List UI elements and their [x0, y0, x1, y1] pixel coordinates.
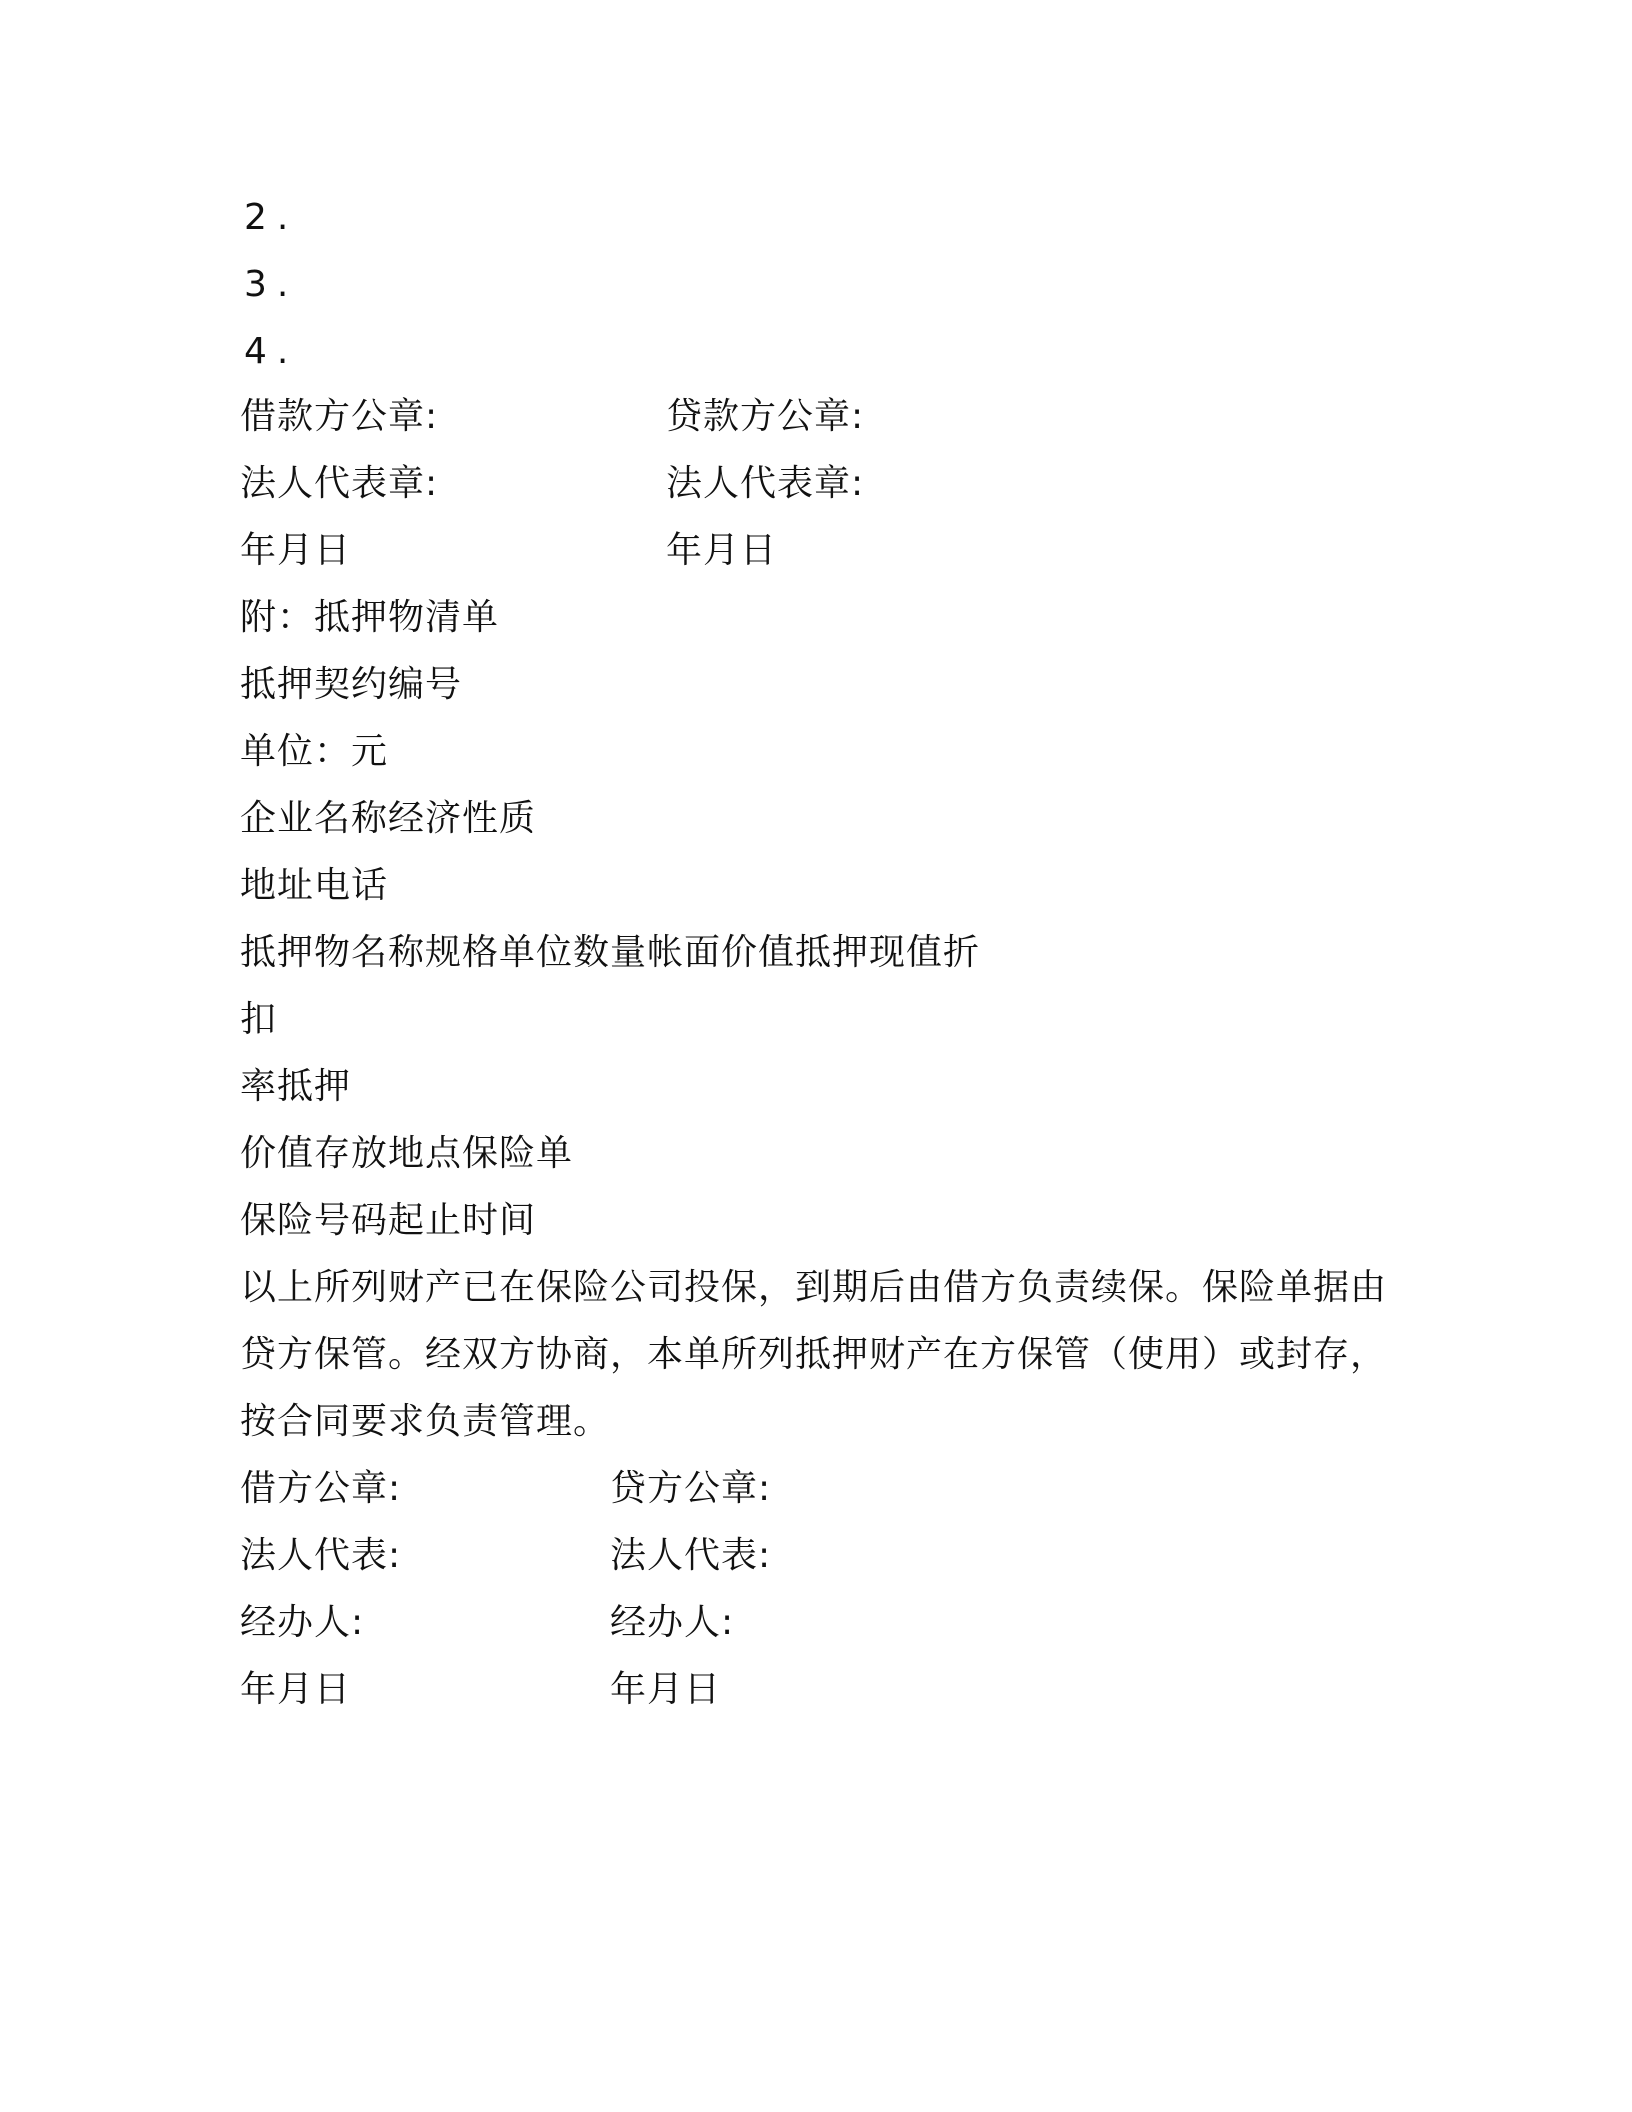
company-nature-line: 企业名称经济性质	[240, 798, 537, 839]
insurance-paragraph-line-3: 按合同要求负责管理。	[240, 1401, 611, 1442]
table-header-line-1: 抵押物名称规格单位数量帐面价值抵押现值折	[240, 932, 981, 973]
borrower-seal-label-2: 借方公章:	[240, 1468, 402, 1509]
lender-seal-label-2: 贷方公章:	[610, 1468, 772, 1509]
lender-legal-rep-seal-label: 法人代表章:	[666, 463, 865, 504]
unit-label: 单位：元	[240, 731, 389, 772]
item-number-3: 3.	[244, 264, 299, 305]
item-number-4: 4.	[244, 331, 299, 372]
insurance-paragraph-line-2: 贷方保管。经双方协商，本单所列抵押财产在方保管（使用）或封存，	[240, 1334, 1388, 1375]
address-phone-line: 地址电话	[240, 865, 389, 906]
table-header-line-3: 率抵押	[240, 1066, 352, 1107]
borrower-handler-label: 经办人:	[240, 1602, 365, 1643]
lender-legal-rep-label: 法人代表:	[610, 1535, 772, 1576]
borrower-seal-label: 借款方公章:	[240, 396, 439, 437]
contract-number-label: 抵押契约编号	[240, 664, 463, 705]
table-header-line-5: 保险号码起止时间	[240, 1200, 537, 1241]
borrower-date-label-2: 年月日	[240, 1669, 352, 1710]
item-number-2: 2.	[244, 197, 299, 238]
lender-seal-label: 贷款方公章:	[666, 396, 865, 437]
borrower-legal-rep-seal-label: 法人代表章:	[240, 463, 439, 504]
lender-handler-label: 经办人:	[610, 1602, 735, 1643]
insurance-paragraph-line-1: 以上所列财产已在保险公司投保，到期后由借方负责续保。保险单据由	[240, 1267, 1388, 1308]
borrower-date-label: 年月日	[240, 530, 352, 571]
table-header-line-2: 扣	[240, 999, 278, 1040]
table-header-line-4: 价值存放地点保险单	[240, 1133, 574, 1174]
appendix-title: 附：抵押物清单	[240, 597, 500, 638]
lender-date-label: 年月日	[666, 530, 778, 571]
borrower-legal-rep-label: 法人代表:	[240, 1535, 402, 1576]
lender-date-label-2: 年月日	[610, 1669, 722, 1710]
